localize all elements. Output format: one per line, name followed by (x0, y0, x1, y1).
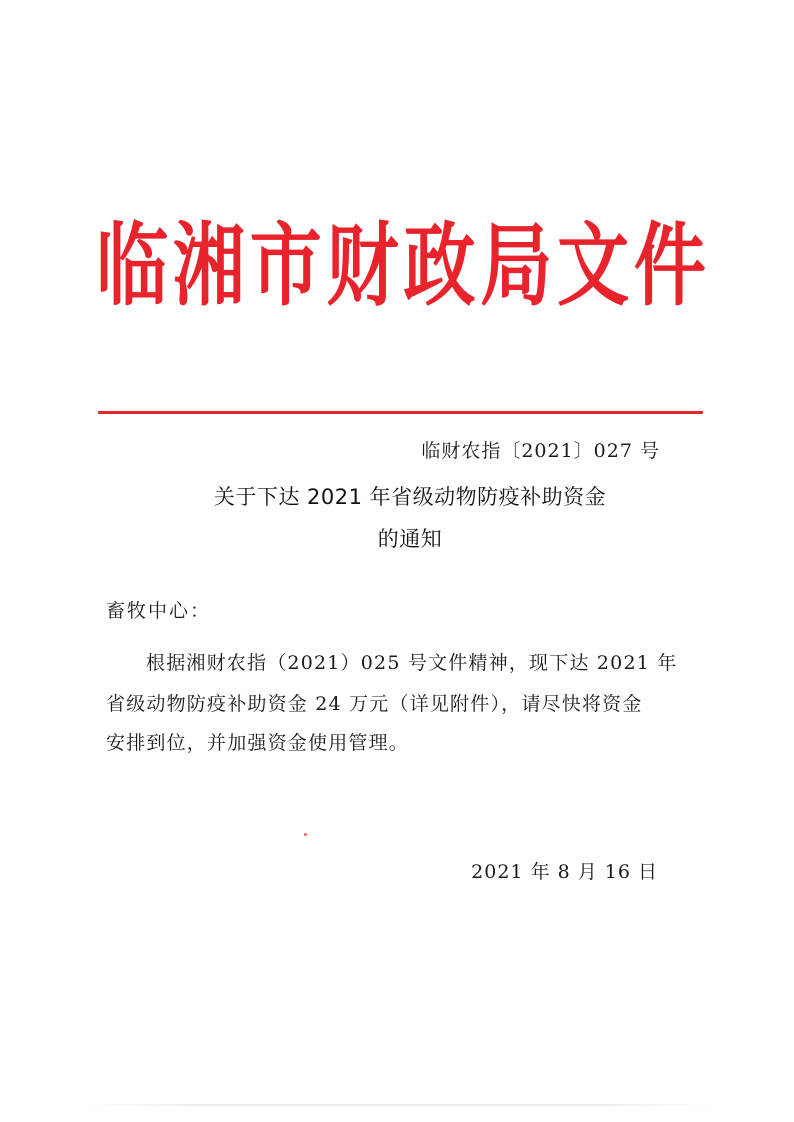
body-text-line: 安排到位，并加强资金使用管理。 (106, 732, 410, 754)
masthead-char: 文 (557, 211, 630, 318)
masthead-char: 政 (403, 211, 476, 318)
salutation: 畜牧中心： (106, 600, 212, 622)
scan-speck (304, 833, 307, 836)
masthead-char: 市 (249, 211, 322, 318)
masthead-char: 局 (480, 211, 553, 318)
masthead-char: 临 (96, 211, 169, 318)
issue-date: 2021 年 8 月 16 日 (471, 861, 658, 883)
red-divider-line (98, 411, 703, 414)
document-number: 临财农指〔2021〕027 号 (421, 440, 660, 462)
document-title-line-2: 的通知 (377, 527, 443, 551)
body-text-line: 根据湘财农指（2021）025 号文件精神，现下达 2021 年 (146, 652, 678, 674)
document-title-line-1: 关于下达 2021 年省级动物防疫补助资金 (213, 485, 607, 509)
masthead-char: 件 (633, 211, 706, 318)
masthead-title (96, 196, 706, 334)
scan-edge-line (80, 1104, 720, 1106)
masthead-char: 湘 (172, 211, 245, 318)
masthead-char: 财 (326, 211, 399, 318)
body-text-line: 省级动物防疫补助资金 24 万元（详见附件），请尽快将资金 (106, 693, 643, 715)
